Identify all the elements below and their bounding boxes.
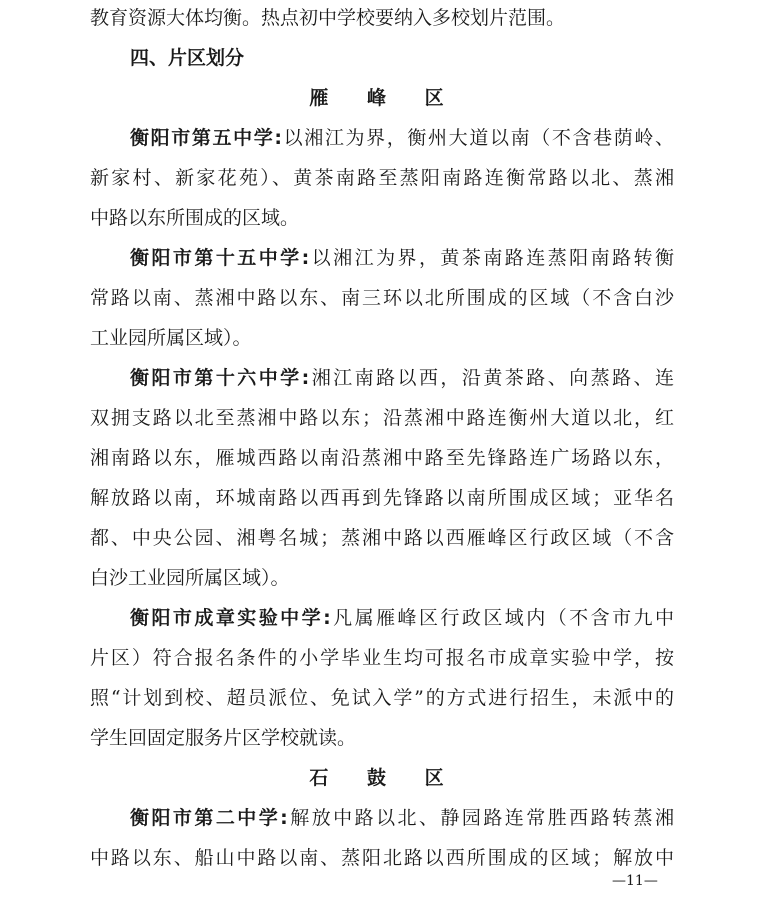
- paragraph-line: 白沙工业园所属区域）。: [90, 567, 290, 589]
- paragraph-line: 常路以南、蒸湘中路以东、南三环以北所围成的区域（不含白沙: [90, 287, 674, 309]
- paragraph-line: 中路以东所围成的区域。: [90, 207, 300, 229]
- paragraph-line: 解放路以南，环城南路以西再到先锋路以南所围成区域；亚华名: [90, 487, 674, 509]
- district-heading-shigu: 石 鼓 区: [309, 767, 460, 789]
- school-name: 衡阳市第十六中学:: [130, 367, 310, 389]
- section-heading: 四、片区划分: [130, 47, 245, 69]
- school-name: 衡阳市第五中学:: [130, 127, 283, 149]
- entry-first-line: [130, 238, 674, 278]
- entry-text: 以湘江为界，黄茶南路连蒸阳南路转衡: [309, 247, 674, 269]
- entry-text: 以湘江为界，衡州大道以南（不含巷荫岭、: [282, 127, 674, 149]
- entry-text: 解放中路以北、静园路连常胜西路转蒸湘: [287, 807, 674, 829]
- paragraph-line: 新家村、新家花苑）、黄茶南路至蒸阳南路连衡常路以北、蒸湘: [90, 167, 674, 189]
- paragraph-line: 中路以东、船山中路以南、蒸阳北路以西所围成的区域；解放中: [90, 847, 674, 869]
- school-name: 衡阳市成章实验中学:: [130, 607, 331, 629]
- entry-first-line: [130, 118, 674, 158]
- paragraph-line: 照“计划到校、超员派位、免试入学”的方式进行招生，未派中的: [90, 687, 674, 709]
- entry-first-line: [130, 798, 674, 838]
- paragraph-line: 双拥支路以北至蒸湘中路以东；沿蒸湘中路连衡州大道以北，红: [90, 407, 674, 429]
- paragraph-line: 都、中央公园、湘粤名城；蒸湘中路以西雁峰区行政区域（不含: [90, 527, 674, 549]
- entry-first-line: [130, 358, 674, 398]
- paragraph-line: 工业园所属区域）。: [90, 327, 252, 349]
- district-heading-yanfeng: 雁 峰 区: [309, 87, 460, 109]
- paragraph-line: 学生回固定服务片区学校就读。: [90, 727, 357, 749]
- page-number: —11—: [612, 873, 658, 889]
- school-name: 衡阳市第二中学:: [130, 807, 288, 829]
- entry-text: 凡属雁峰区行政区域内（不含市九中: [330, 607, 674, 629]
- entry-first-line: [130, 598, 674, 638]
- entry-text: 湘江南路以西，沿黄茶路、向蒸路、连: [309, 367, 674, 389]
- paragraph-line: 片区）符合报名条件的小学毕业生均可报名市成章实验中学，按: [90, 647, 674, 669]
- paragraph-line: 湘南路以东，雁城西路以南沿蒸湘中路至先锋路连广场路以东，: [90, 447, 674, 469]
- paragraph-line: 教育资源大体均衡。热点初中学校要纳入多校划片范围。: [90, 7, 566, 29]
- school-name: 衡阳市第十五中学:: [130, 247, 310, 269]
